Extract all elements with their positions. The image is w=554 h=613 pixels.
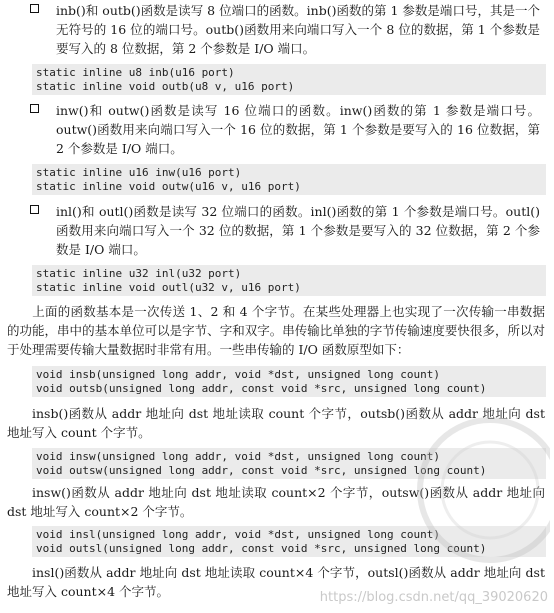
bullet-text: inw()和 outw()函数是读写 16 位端口的函数。inw()函数的第 1 参数是端口号。outw()函数用来向端口写入一个 16 位的数据，第 1 个参数是要写入的 16 位数据，第 2 个参数是 I/O 端口。 bbox=[56, 103, 540, 156]
code-line: static inline void outw(u16 v, u16 port) bbox=[36, 179, 301, 193]
checkbox-bullet-icon bbox=[30, 205, 39, 214]
code-line: void outsb(unsigned long addr, const void *src, unsigned long count) bbox=[36, 381, 487, 395]
paragraph-text: insw()函数从 addr 地址向 dst 地址读取 count×2 个字节，outsw()函数从 addr 地址向 dst 地址写入 count×2 个字节。 bbox=[7, 485, 545, 519]
code-line: void insw(unsigned long addr, void *dst, unsigned long count) bbox=[36, 450, 440, 463]
code-line: void insl(unsigned long addr, void *dst, unsigned long count) bbox=[36, 528, 440, 541]
bullet-inb-outb bbox=[30, 1, 540, 58]
paragraph-text: 上面的函数基本是一次传送 1、2 和 4 个字节。在某些处理器上也实现了一次传输一串数据的功能，串中的基本单位可以是字节、字和双字。串传输比单独的字节传输速度要快很多，所以对于处理需要传输大量数据时非常有用。一些串传输的 I/O 函数原型如下： bbox=[7, 304, 545, 357]
code-line: static inline void outb(u8 v, u16 port) bbox=[36, 79, 295, 93]
code-block-inl-outl bbox=[32, 265, 546, 296]
code-line: static inline u32 inl(u32 port) bbox=[36, 267, 242, 280]
bullet-text: inl()和 outl()函数是读写 32 位端口的函数。inl()函数的第 1 个参数是端口号。outl()函数用来向端口写入一个 32 位的数据，第 1 个参数是要写入的 32 位数据，第 2 个参数是 I/O 端口。 bbox=[56, 204, 540, 257]
code-line: void insb(unsigned long addr, void *dst, unsigned long count) bbox=[36, 368, 440, 381]
bullet-text: inb()和 outb()函数是读写 8 位端口的函数。inb()函数的第 1 参数是端口号，其是一个无符号的 16 位的端口号。outb()函数用来向端口写入一个 8 位的数据，第 1 个参数是要写入的 8 位数据，第 2 个参数是 I/O 端口。 bbox=[56, 3, 540, 56]
code-line: void outsw(unsigned long addr, const void *src, unsigned long count) bbox=[36, 463, 487, 477]
bullet-inw-outw bbox=[30, 101, 540, 158]
string-transfer-paragraph bbox=[7, 302, 545, 359]
bullet-inl-outl bbox=[30, 202, 540, 259]
code-block-inb-outb bbox=[32, 64, 546, 95]
code-block-insb-outsb bbox=[32, 366, 546, 397]
source-watermark: https://blog.csdn.net/qq_39020620 bbox=[319, 590, 548, 605]
code-line: static inline u8 inb(u16 port) bbox=[36, 66, 235, 79]
code-block-inw-outw bbox=[32, 164, 546, 195]
code-line: static inline void outl(u32 v, u16 port) bbox=[36, 280, 301, 294]
paragraph-text: insl()函数从 addr 地址向 dst 地址读取 count×4 个字节，outsl()函数从 addr 地址向 dst 地址写入 count×4 个字节。 bbox=[7, 565, 545, 599]
code-line: void outsl(unsigned long addr, const void *src, unsigned long count) bbox=[36, 541, 487, 555]
checkbox-bullet-icon bbox=[30, 104, 39, 113]
checkbox-bullet-icon bbox=[30, 4, 39, 13]
code-line: static inline u16 inw(u16 port) bbox=[36, 166, 242, 179]
paragraph-text: insb()函数从 addr 地址向 dst 地址读取 count 个字节，outsb()函数从 addr 地址向 dst 地址写入 count 个字节。 bbox=[7, 406, 545, 440]
watermark-stamp-icon bbox=[400, 410, 550, 570]
